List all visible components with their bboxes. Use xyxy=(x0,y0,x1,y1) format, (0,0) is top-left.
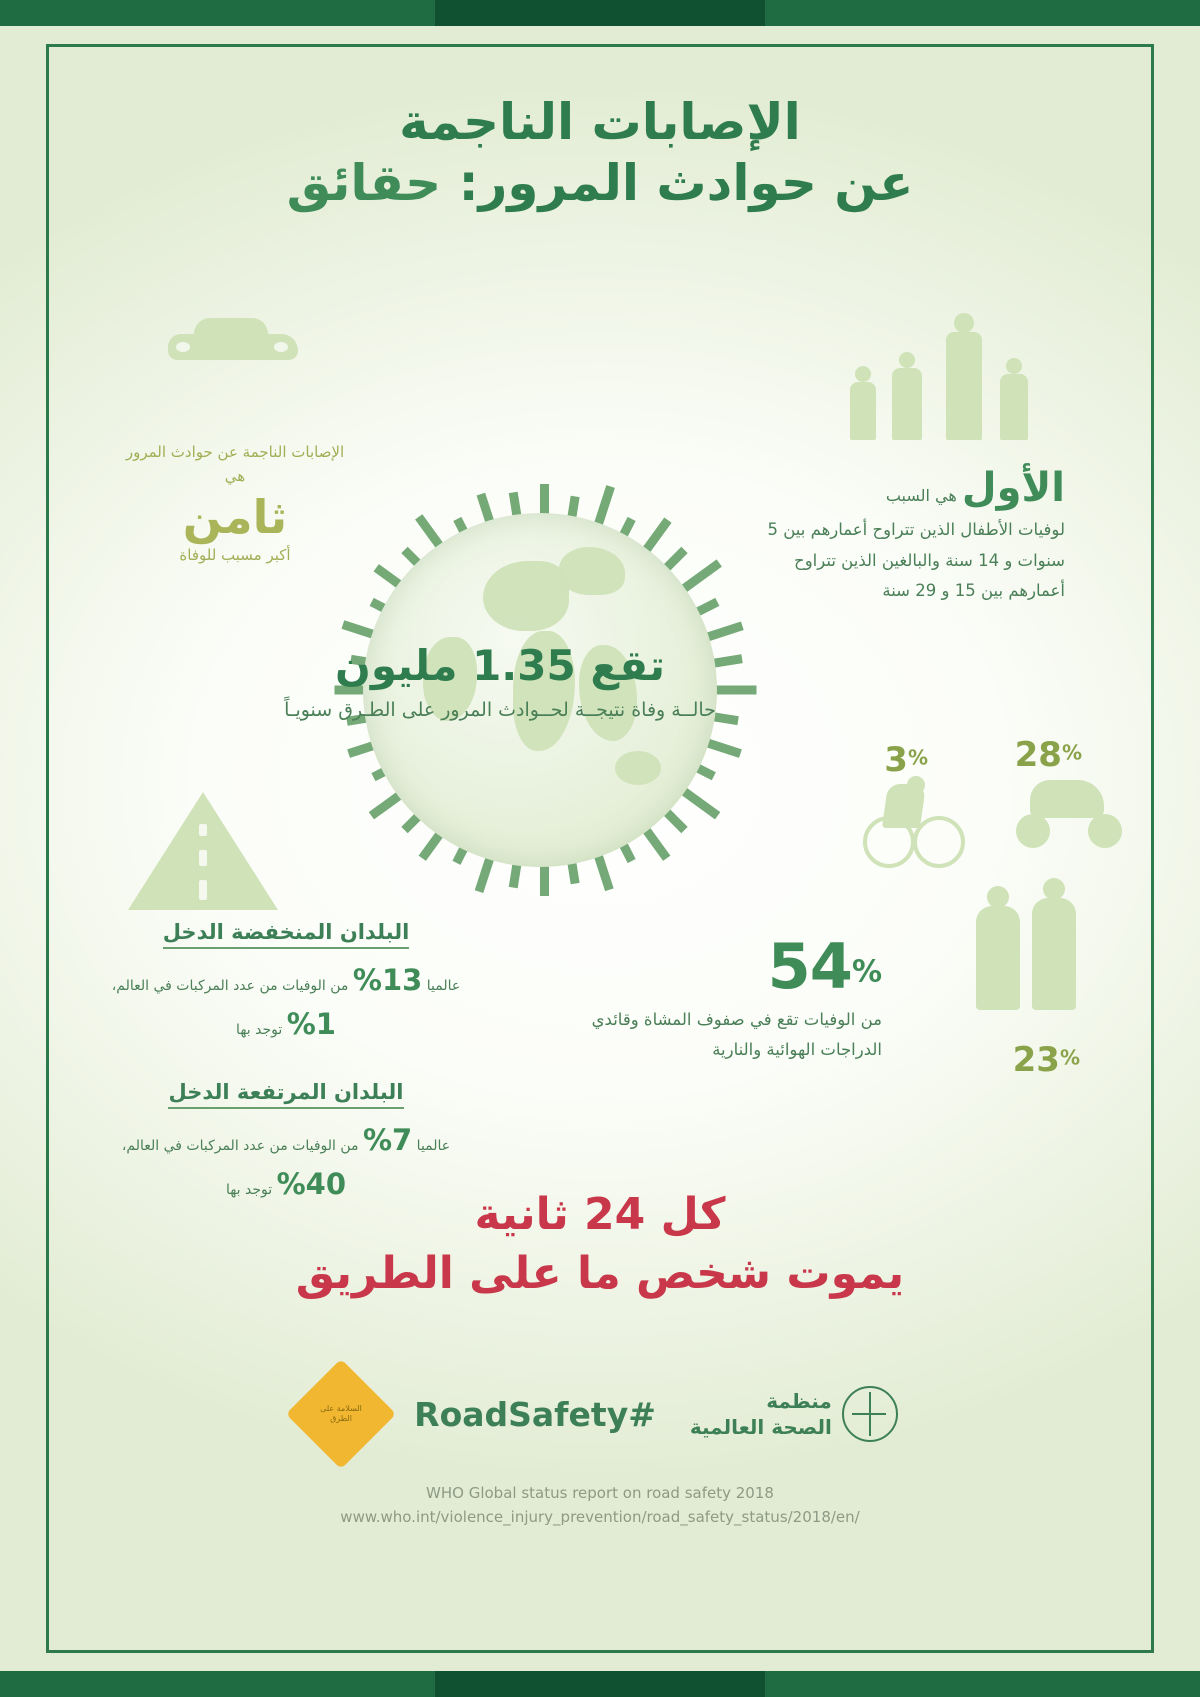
page-title xyxy=(0,92,1200,214)
high-income-vehicles-value: 40% xyxy=(276,1166,347,1201)
continent-shape xyxy=(483,561,569,631)
top-bar xyxy=(0,0,1200,26)
vulnerable-users-number: 54 xyxy=(767,930,852,1003)
high-income-deaths-suffix: عالميا xyxy=(416,1138,451,1154)
road-safety-badge-icon xyxy=(286,1359,396,1469)
title-line-2 xyxy=(0,153,1200,214)
percent-pedestrians xyxy=(1013,1040,1080,1080)
eighth-cause-number: ثامن xyxy=(182,490,288,544)
vulnerable-users-number-row xyxy=(552,930,882,1003)
percent-cyclists-value: 3 xyxy=(884,740,908,780)
vulnerable-users-block xyxy=(552,930,882,1064)
motorcycle-icon xyxy=(1010,770,1130,848)
footer xyxy=(0,1375,1200,1529)
low-income-countries xyxy=(86,920,486,1046)
road-icon xyxy=(128,790,278,910)
car-icon xyxy=(168,318,298,378)
low-income-heading: البلدان المنخفضة الدخل xyxy=(163,920,410,949)
first-cause-block xyxy=(765,465,1065,607)
global-deaths-subtext: حالــة وفاة نتيجــة لحــوادث المرور على الطـرق سنويـاً xyxy=(284,699,716,721)
source-citation xyxy=(0,1481,1200,1529)
key-statement-line-1: كل 24 ثانية xyxy=(474,1189,726,1240)
percent-motorcyclists-symbol: % xyxy=(1061,740,1082,765)
who-name-line-1: منظمة xyxy=(766,1389,832,1413)
global-deaths-headline: تقع 1.35 مليون xyxy=(334,641,666,690)
vulnerable-users-symbol: % xyxy=(851,954,882,990)
percent-pedestrians-value: 23 xyxy=(1012,1040,1060,1080)
low-income-deaths-note: من الوفيات xyxy=(282,978,349,994)
percent-pedestrians-symbol: % xyxy=(1059,1045,1080,1070)
road-safety-badge-text: السلامة على الطرق xyxy=(320,1404,363,1423)
continent-shape xyxy=(615,751,661,785)
first-cause-heading xyxy=(765,465,1065,511)
high-income-vehicles-label: توجد بها xyxy=(225,1181,273,1198)
low-income-deaths-suffix: عالميا xyxy=(426,978,461,994)
eighth-cause-bottom-text: أكبر مسبب للوفاة xyxy=(179,546,291,564)
low-income-stats xyxy=(86,959,486,1046)
title-line-2-accent: حقائق xyxy=(286,154,442,212)
continent-shape xyxy=(559,547,625,595)
title-line-2-prefix: عن حوادث المرور: xyxy=(441,154,914,212)
bottom-bar-notch xyxy=(435,1671,765,1697)
key-statement-line-2: يموت شخص ما على الطريق xyxy=(295,1248,905,1300)
low-income-vehicles-label: توجد بها xyxy=(236,1021,283,1038)
pedestrians-icon xyxy=(970,880,1110,1010)
percent-cyclists-symbol: % xyxy=(907,745,928,770)
low-income-deaths-value: 13% xyxy=(352,963,423,997)
high-income-vehicles-note: من عدد المركبات في العالم، xyxy=(121,1138,288,1154)
first-cause-highlight: الأول xyxy=(961,465,1065,511)
percent-motorcyclists xyxy=(1015,735,1082,775)
who-logo-block xyxy=(690,1386,898,1442)
children-group-icon xyxy=(850,320,1080,440)
vulnerable-users-body: من الوفيات تقع في صفوف المشاة وقائدي الدراجات الهوائية والنارية xyxy=(591,1010,882,1059)
bicycle-icon xyxy=(863,778,968,868)
source-line-1: WHO Global status report on road safety 2018 xyxy=(426,1484,774,1502)
who-name-line-2: الصحة العالمية xyxy=(689,1415,832,1439)
who-name xyxy=(690,1388,832,1440)
hashtag-label: #RoadSafety xyxy=(414,1394,656,1434)
globe-illustration xyxy=(284,455,775,925)
percent-motorcyclists-value: 28 xyxy=(1014,735,1062,775)
source-line-2: www.who.int/violence_injury_prevention/road_safety_status/2018/en/ xyxy=(340,1508,860,1526)
title-line-1: الإصابات الناجمة xyxy=(399,93,801,151)
first-cause-small-prefix: هي السبب xyxy=(885,486,957,505)
footer-logos xyxy=(0,1375,1200,1453)
global-deaths-stat xyxy=(265,641,735,725)
low-income-vehicles-value: 1% xyxy=(286,1006,336,1041)
eighth-cause-top-text: الإصابات الناجمة عن حوادث المرور هي xyxy=(125,443,345,485)
bottom-bar xyxy=(0,1671,1200,1697)
high-income-deaths-value: 7% xyxy=(362,1123,413,1157)
percent-cyclists xyxy=(884,740,928,780)
high-income-deaths-note: من الوفيات xyxy=(292,1138,359,1154)
first-cause-body: لوفيات الأطفال الذين تتراوح أعمارهم بين 5 سنوات و 14 سنة والبالغين الذين تتراوح أعمارهم بين 15 و 29 سنة xyxy=(767,520,1065,601)
who-emblem-icon xyxy=(842,1386,898,1442)
top-bar-notch xyxy=(435,0,765,26)
key-statement xyxy=(0,1185,1200,1304)
high-income-heading: البلدان المرتفعة الدخل xyxy=(168,1080,403,1109)
low-income-vehicles-note: من عدد المركبات في العالم، xyxy=(111,978,278,994)
